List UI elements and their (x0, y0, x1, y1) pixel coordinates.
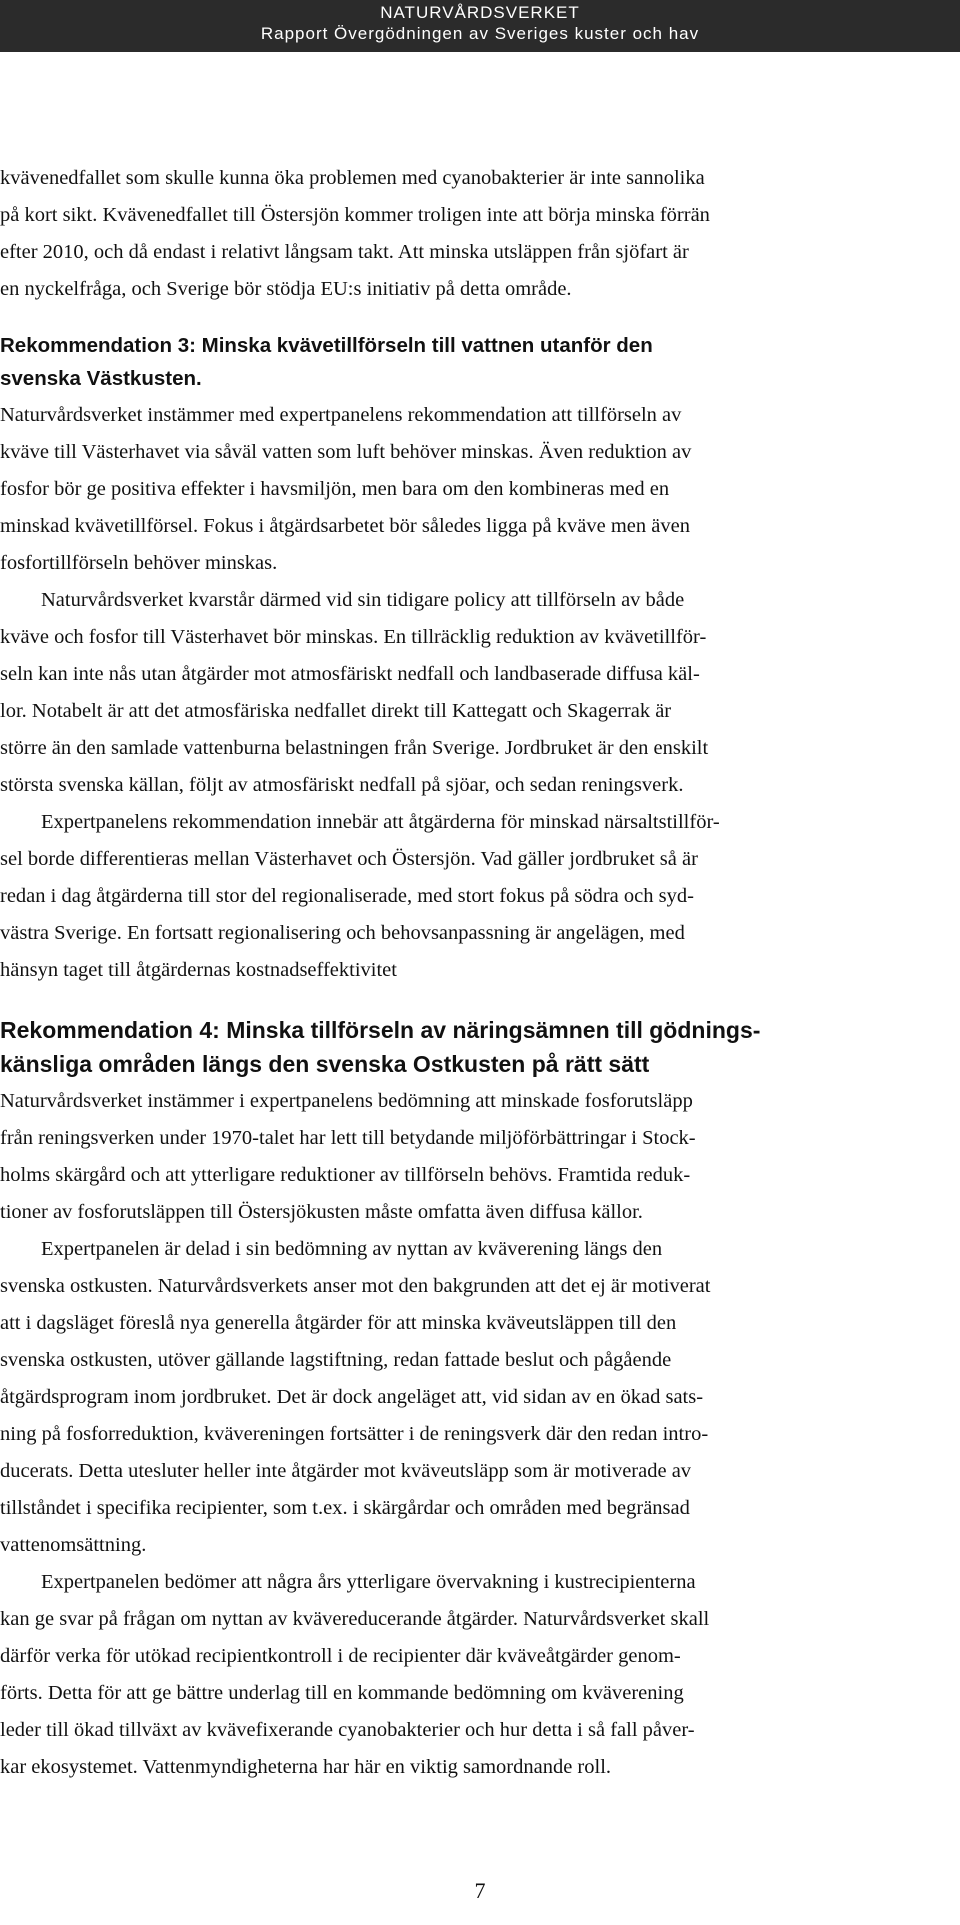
text-line: största svenska källan, följt av atmosfäriskt nedfall på sjöar, och sedan reningsverk. (0, 774, 684, 796)
running-header (0, 0, 960, 52)
header-organization: NATURVÅRDSVERKET (380, 3, 580, 22)
text-line: leder till ökad tillväxt av kvävefixerande cyanobakterier och hur detta i så fall påver- (0, 1719, 695, 1741)
text-line: Expertpanelen bedömer att några års ytterligare övervakning i kustrecipienterna (41, 1571, 696, 1593)
text-line: åtgärdsprogram inom jordbruket. Det är dock angeläget att, vid sidan av en ökad sats- (0, 1386, 704, 1408)
heading-line: Rekommendation 4: Minska tillförseln av näringsämnen till gödnings- (0, 1017, 761, 1043)
text-line: kvävenedfallet som skulle kunna öka problemen med cyanobakterier är inte sannolika (0, 167, 705, 189)
rec4-paragraph-3 (0, 1564, 960, 1786)
heading-line: Rekommendation 3: Minska kvävetillförseln till vattnen utanför den (0, 334, 653, 357)
text-line: att i dagsläget föreslå nya generella åtgärder för att minska kväveutsläppen till den (0, 1312, 677, 1334)
text-line: seln kan inte nås utan åtgärder mot atmosfäriskt nedfall och landbaserade diffusa käl- (0, 663, 700, 685)
header-report-title: Rapport Övergödningen av Sveriges kuster och hav (260, 24, 700, 43)
text-line: tioner av fosforutsläppen till Östersjökusten måste omfatta även diffusa källor. (0, 1201, 643, 1223)
text-line: svenska ostkusten, utöver gällande lagstiftning, redan fattade beslut och pågående (0, 1349, 672, 1371)
rec4-paragraph-2 (0, 1231, 960, 1564)
text-line: fosfor bör ge positiva effekter i havsmiljön, men bara om den kombineras med en (0, 478, 670, 500)
rec4-heading (0, 1013, 960, 1081)
text-line: större än den samlade vattenburna belastningen från Sverige. Jordbruket är den enskilt (0, 737, 709, 759)
text-line: sel borde differentieras mellan Västerhavet och Östersjön. Vad gäller jordbruket så är (0, 848, 698, 870)
text-line: Expertpanelens rekommendation innebär att åtgärderna för minskad närsaltstillför- (41, 811, 720, 833)
text-line: västra Sverige. En fortsatt regionalisering och behovsanpassning är angelägen, med (0, 922, 685, 944)
text-line: en nyckelfråga, och Sverige bör stödja EU:s initiativ på detta område. (0, 278, 572, 300)
text-line: Naturvårdsverket instämmer med expertpanelens rekommendation att tillförseln av (0, 404, 682, 426)
text-line: kar ekosystemet. Vattenmyndigheterna har här en viktig samordnande roll. (0, 1756, 612, 1778)
text-line: lor. Notabelt är att det atmosfäriska nedfallet direkt till Kattegatt och Skagerrak är (0, 700, 672, 722)
text-line: förts. Detta för att ge bättre underlag till en kommande bedömning om kväverening (0, 1682, 684, 1704)
text-line: hänsyn taget till åtgärdernas kostnadseffektivitet (0, 959, 397, 981)
rec3-paragraph-3 (0, 804, 960, 989)
text-line: därför verka för utökad recipientkontroll i de recipienter där kväveåtgärder genom- (0, 1645, 681, 1667)
text-line: Expertpanelen är delad i sin bedömning av nyttan av kväverening längs den (41, 1238, 663, 1260)
text-line: holms skärgård och att ytterligare reduktioner av tillförseln behövs. Framtida reduk- (0, 1164, 691, 1186)
text-line: kan ge svar på frågan om nyttan av kvävereducerande åtgärder. Naturvårdsverket skall (0, 1608, 710, 1630)
text-line: kväve till Västerhavet via såväl vatten som luft behöver minskas. Även reduktion av (0, 441, 692, 463)
text-line: från reningsverken under 1970-talet har lett till betydande miljöförbättringar i Stock- (0, 1127, 696, 1149)
text-line: kväve och fosfor till Västerhavet bör minskas. En tillräcklig reduktion av kvävetillför- (0, 626, 707, 648)
text-line: ducerats. Detta utesluter heller inte åtgärder mot kväveutsläpp som är motiverade av (0, 1460, 692, 1482)
page-number: 7 (474, 1878, 486, 1903)
text-line: fosfortillförseln behöver minskas. (0, 552, 278, 574)
text-line: efter 2010, och då endast i relativt långsam takt. Att minska utsläppen från sjöfart är (0, 241, 689, 263)
page-content (0, 160, 960, 1786)
intro-paragraph (0, 160, 960, 308)
rec3-heading (0, 329, 960, 395)
text-line: redan i dag åtgärderna till stor del regionaliserade, med stort fokus på södra och syd- (0, 885, 694, 907)
rec4-paragraph-1 (0, 1083, 960, 1231)
text-line: Naturvårdsverket kvarstår därmed vid sin tidigare policy att tillförseln av både (41, 589, 685, 611)
text-line: Naturvårdsverket instämmer i expertpanelens bedömning att minskade fosforutsläpp (0, 1090, 693, 1112)
text-line: svenska ostkusten. Naturvårdsverkets anser mot den bakgrunden att det ej är motiverat (0, 1275, 711, 1297)
text-line: vattenomsättning. (0, 1534, 147, 1556)
text-line: ning på fosforreduktion, kvävereningen fortsätter i de reningsverk där den redan intro- (0, 1423, 709, 1445)
heading-line: svenska Västkusten. (0, 367, 202, 390)
text-line: på kort sikt. Kvävenedfallet till Östersjön kommer troligen inte att börja minska förrän (0, 204, 710, 226)
rec3-paragraph-1 (0, 397, 960, 582)
text-line: tillståndet i specifika recipienter, som t.ex. i skärgårdar och områden med begränsad (0, 1497, 690, 1519)
rec3-paragraph-2 (0, 582, 960, 804)
heading-line: känsliga områden längs den svenska Ostkusten på rätt sätt (0, 1051, 650, 1077)
text-line: minskad kvävetillförsel. Fokus i åtgärdsarbetet bör således ligga på kväve men även (0, 515, 690, 537)
